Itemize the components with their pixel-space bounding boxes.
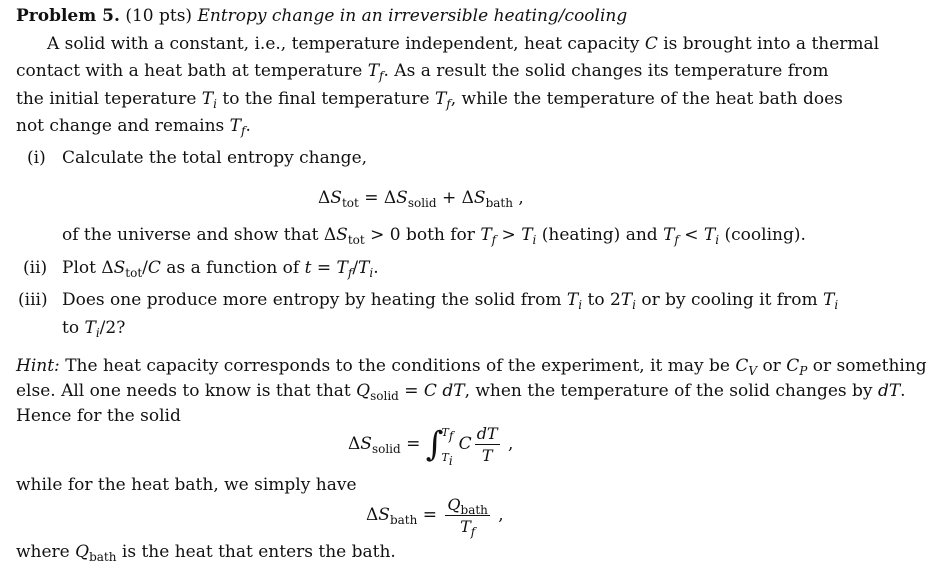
bath-intro: while for the heat bath, we simply have [16,475,357,495]
problem-heading [16,6,627,26]
problem-label: Problem 5. [16,6,120,26]
part-i-label: (i) [27,148,46,168]
total-entropy-equation: $\Delta S_{tot} = \Delta S_{solid} + \Delta S_{bath}$ , [318,188,524,210]
part-ii-label: (ii) [23,258,48,278]
bath-entropy-equation: $\Delta S_{bath}$ = $\frac{Q_{bath}}{T_f}$ , [366,495,504,539]
hint-line-1 [16,356,927,376]
hint-label: Hint: [16,356,60,376]
problem-title: Entropy change in an irreversible heating/cooling [197,6,628,26]
intro-line-3: the initial teperature $T_i$ to the final temperature $T_f$, while the temperature of the heat bath does [16,89,843,111]
part-i-text: Calculate the total entropy change, [62,148,368,168]
intro-line-4: not change and remains $T_f$. [16,116,251,138]
part-i-continuation: of the universe and show that $\Delta S_{tot} > 0$ both for $T_f > T_i$ (heating) and $T_f < T_i$ (cooling). [62,225,806,247]
hint-line-2: else. All one needs to know is that that $Q_{solid} = C$ dT, when the temperature of the solid changes by dT. [16,381,906,403]
closing-line: where $Q_{bath}$ is the heat that enters the bath. [16,542,396,564]
part-iii-line-2: to $T_i/2$? [62,318,126,340]
part-iii-label: (iii) [18,290,48,310]
intro-line-1: A solid with a constant, i.e., temperature independent, heat capacity C is brought into a thermal [47,34,880,54]
part-ii-text: Plot $\Delta S_{tot}/C$ as a function of $t = T_f/T_i$. [62,258,379,280]
part-iii-line-1: Does one produce more entropy by heating the solid from $T_i$ to $2T_i$ or by cooling it from $T_i$ [62,290,839,312]
hint-line-3: Hence for the solid [16,406,181,426]
problem-points: (10 pts) [125,6,193,26]
intro-line-2: contact with a heat bath at temperature $T_f$. As a result the solid changes its temperature from [16,61,829,83]
hint-line-1-text: The heat capacity corresponds to the conditions of the experiment, it may be $C_V$ or $C_P$ or something [65,356,927,378]
solid-entropy-equation: $\Delta S_{solid}$ = ∫ $T_f$ $T_i$ C $\frac{dT}{T}$ , [348,424,514,468]
